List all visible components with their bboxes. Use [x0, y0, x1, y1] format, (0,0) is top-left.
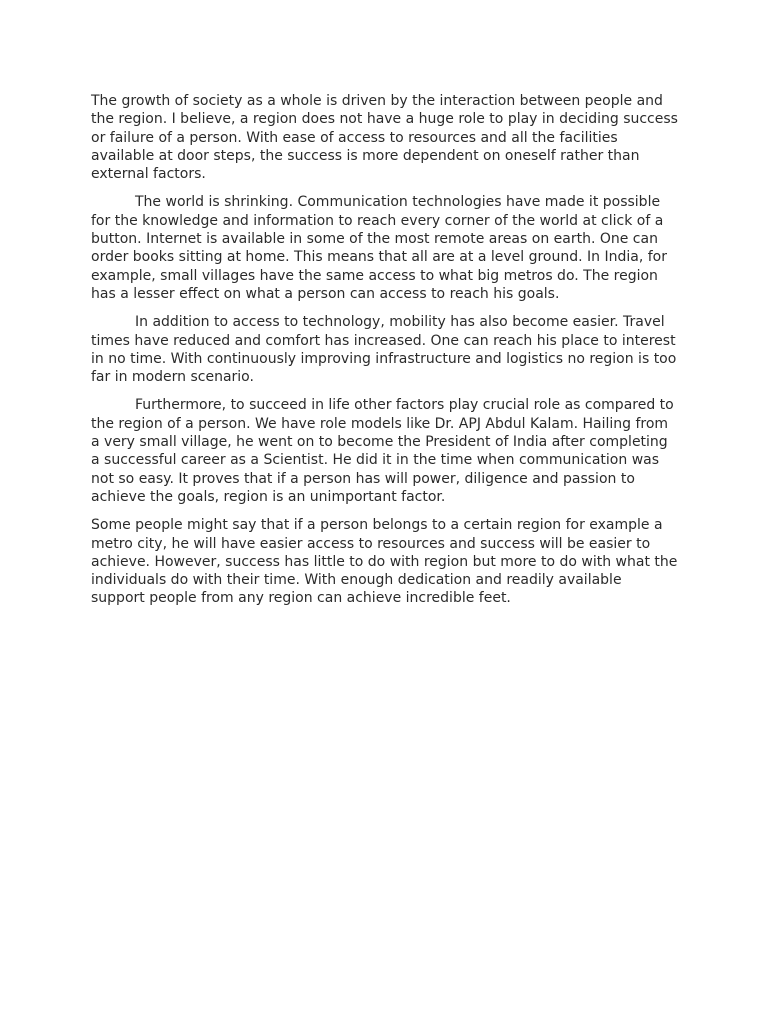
- paragraph-4: Furthermore, to succeed in life other factors play crucial role as compared to the region of a person. We have role models like Dr. APJ Abdul Kalam. Hailing from a very small village, he went on to become the President of India after completing a successful career as a Scientist. He did it in the time when communication was not so easy. It proves that if a person has will power, diligence and passion to achieve the goals, region is an unimportant factor.: [91, 397, 674, 505]
- document-body: [91, 92, 679, 618]
- paragraph-1: The growth of society as a whole is driven by the interaction between people and the region. I believe, a region does not have a huge role to play in deciding success or failure of a person. With ease of access to resources and all the facilities available at door steps, the success is more dependent on oneself rather than external factors.: [91, 93, 678, 183]
- paragraph-3: In addition to access to technology, mobility has also become easier. Travel times have reduced and comfort has increased. One can reach his place to interest in no time. With continuously improving infrastructure and logistics no region is too far in modern scenario.: [91, 314, 677, 386]
- paragraph-5: Some people might say that if a person belongs to a certain region for example a metro city, he will have easier access to resources and success will be easier to achieve. However, success has little to do with region but more to do with what the individuals do with their time. With enough dedication and readily available support people from any region can achieve incredible feet.: [91, 517, 678, 607]
- paragraph-2: The world is shrinking. Communication technologies have made it possible for the knowledge and information to reach every corner of the world at click of a button. Internet is available in some of the most remote areas on earth. One can order books sitting at home. This means that all are at a level ground. In India, for example, small villages have the same access to what big metros do. The region has a lesser effect on what a person can access to reach his goals.: [91, 194, 667, 302]
